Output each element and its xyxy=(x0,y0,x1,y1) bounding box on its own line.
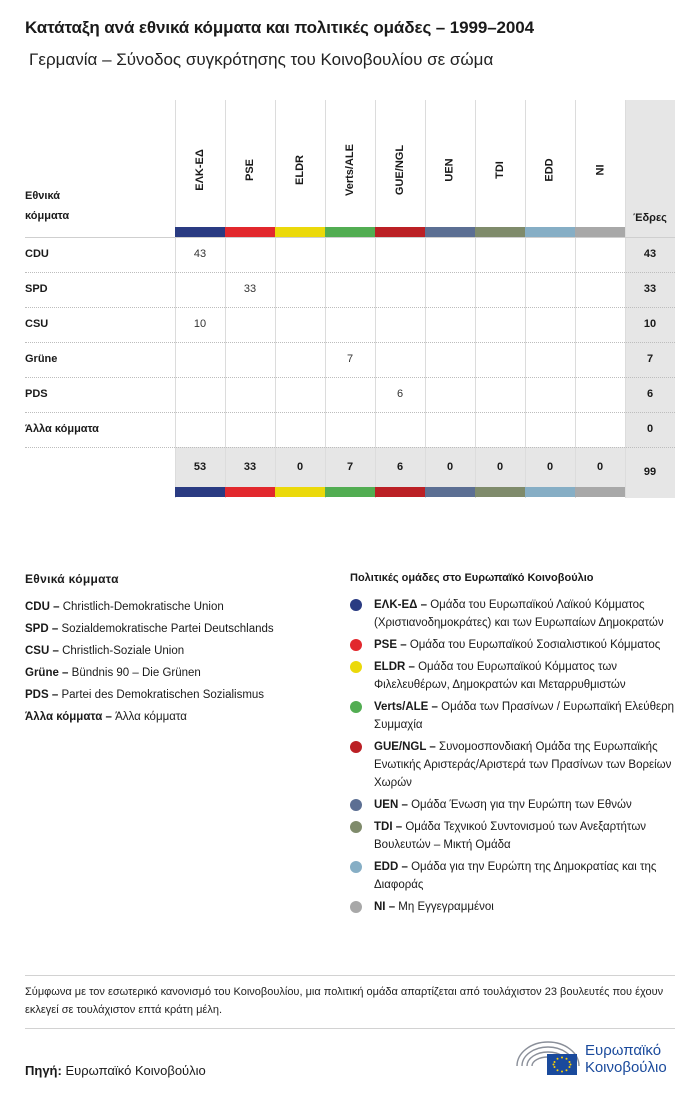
legend-abbr: PDS – xyxy=(25,689,62,701)
group-header xyxy=(325,120,375,220)
legend-abbr: PSE – xyxy=(374,639,410,651)
seat-value: 10 xyxy=(193,318,207,330)
political-group-legend-item xyxy=(350,636,680,654)
page-subtitle: Γερμανία – Σύνοδος συγκρότησης του Κοινοβουλίου σε σώμα xyxy=(29,50,494,69)
legend-name: Ομάδα του Ευρωπαϊκού Σοσιαλιστικού Κόμματος xyxy=(409,639,661,651)
group-color-bar xyxy=(375,227,425,237)
legend-name: Μη Εγγεγραμμένοι xyxy=(398,901,494,913)
group-color-bar xyxy=(425,487,475,497)
group-header-label: EDD xyxy=(543,158,556,182)
legend-name: Άλλα κόμματα xyxy=(115,711,187,723)
group-color-dot-icon xyxy=(350,821,362,833)
legend-name: Ομάδα για την Ευρώπη της Δημοκρατίας και της Διαφοράς xyxy=(374,861,657,891)
source-label: Πηγή: xyxy=(25,1063,62,1078)
group-color-bar xyxy=(575,487,625,497)
group-header-label: UEN xyxy=(443,158,456,182)
national-party-legend-item xyxy=(25,596,274,618)
group-color-bar xyxy=(225,227,275,237)
group-header-label: ΕΛΚ-ΕΔ xyxy=(194,149,206,191)
political-group-legend-item xyxy=(350,898,680,916)
legend-abbr: GUE/NGL – xyxy=(374,741,439,753)
seat-table xyxy=(25,100,675,500)
national-party-legend-item xyxy=(25,618,274,640)
legend-abbr: UEN – xyxy=(374,799,412,811)
party-label: Άλλα κόμματα xyxy=(25,423,99,435)
legend-name: Ομάδα Ένωση για την Ευρώπη των Εθνών xyxy=(411,799,632,811)
national-party-legend-item xyxy=(25,662,274,684)
political-group-legend-item xyxy=(350,818,680,854)
legend-name: Partei des Demokratischen Sozialismus xyxy=(61,689,265,701)
legend-abbr: Verts/ALE – xyxy=(374,701,442,713)
legend-name: Ομάδα του Ευρωπαϊκού Λαϊκού Κόμματος (Χριστιανοδημοκράτες) και των Ευρωπαίων Δημοκρατών xyxy=(374,599,664,629)
legend-name: Ομάδα Τεχνικού Συντονισμού των Ανεξαρτήτων Βουλευτών – Μικτή Ομάδα xyxy=(374,821,647,851)
group-total: 7 xyxy=(346,461,354,473)
party-seats-total: 33 xyxy=(643,283,657,295)
group-header xyxy=(275,120,325,220)
group-color-bar xyxy=(475,227,525,237)
group-color-dot-icon xyxy=(350,661,362,673)
group-header-label: NI xyxy=(594,164,606,176)
party-label: CDU xyxy=(25,248,49,260)
page-title: Κατάταξη ανά εθνικά κόμματα και πολιτικές ομάδες – 1999–2004 xyxy=(25,18,534,37)
party-label: PDS xyxy=(25,388,48,400)
group-total: 0 xyxy=(296,461,304,473)
group-total: 53 xyxy=(193,461,207,473)
legend-name: Ομάδα των Πρασίνων / Ευρωπαϊκή Ελεύθερη Συμμαχία xyxy=(374,701,675,731)
group-total: 0 xyxy=(546,461,554,473)
group-color-dot-icon xyxy=(350,701,362,713)
seat-value: 43 xyxy=(193,248,207,260)
group-header-label: Verts/ALE xyxy=(344,144,356,196)
legend-abbr: Άλλα κόμματα – xyxy=(25,711,116,723)
group-color-bar xyxy=(525,227,575,237)
seat-value: 7 xyxy=(346,353,354,365)
group-header xyxy=(225,120,275,220)
seats-header: Έδρες xyxy=(633,212,667,224)
political-group-legend-item xyxy=(350,596,680,632)
political-group-legend-item xyxy=(350,858,680,894)
party-seats-total: 10 xyxy=(643,318,657,330)
group-color-dot-icon xyxy=(350,799,362,811)
legend-abbr: ΕΛΚ-ΕΔ – xyxy=(374,599,431,611)
group-color-dot-icon xyxy=(350,901,362,913)
party-seats-total: 6 xyxy=(646,388,654,400)
party-label: SPD xyxy=(25,283,48,295)
national-parties-legend-title: Εθνικά κόμματα xyxy=(25,572,119,586)
legend-name: Christlich-Demokratische Union xyxy=(62,601,224,613)
note-divider-top xyxy=(25,975,675,976)
legend-abbr: NI – xyxy=(374,901,399,913)
parliament-hemicycle-icon xyxy=(513,1036,583,1080)
source xyxy=(25,1063,206,1078)
group-total: 0 xyxy=(596,461,604,473)
seat-value: 6 xyxy=(396,388,404,400)
group-header-label: TDI xyxy=(493,161,506,179)
national-party-legend-item xyxy=(25,706,274,728)
seat-value: 33 xyxy=(243,283,257,295)
group-color-bar xyxy=(275,227,325,237)
political-group-legend-item xyxy=(350,658,680,694)
logo-line-2: Κοινοβούλιο xyxy=(585,1059,667,1076)
legend-abbr: Grüne – xyxy=(25,667,72,679)
group-header xyxy=(475,120,525,220)
legend-name: Sozialdemokratische Partei Deutschlands xyxy=(61,623,274,635)
group-header xyxy=(175,120,225,220)
group-color-bar xyxy=(325,487,375,497)
legend-abbr: ELDR – xyxy=(374,661,419,673)
legend-abbr: SPD – xyxy=(25,623,62,635)
national-party-legend-item xyxy=(25,640,274,662)
group-total: 0 xyxy=(446,461,454,473)
group-total: 33 xyxy=(243,461,257,473)
logo-text xyxy=(585,1042,667,1076)
group-color-bar xyxy=(425,227,475,237)
group-color-bar xyxy=(175,487,225,497)
group-color-bar xyxy=(375,487,425,497)
row-header xyxy=(25,186,69,226)
group-header-label: ELDR xyxy=(293,155,306,185)
legend-name: Συνομοσπονδιακή Ομάδα της Ευρωπαϊκής Ενωτικής Αριστεράς/Αριστερά των Πρασίνων των Βορείων Χωρών xyxy=(374,741,672,789)
national-parties-legend xyxy=(25,596,274,728)
legend-name: Christlich-Soziale Union xyxy=(62,645,185,657)
political-group-legend-item xyxy=(350,796,680,814)
political-groups-legend xyxy=(350,596,680,920)
party-seats-total: 7 xyxy=(646,353,654,365)
group-header-label: PSE xyxy=(243,158,256,182)
group-color-bar xyxy=(525,487,575,497)
political-group-legend-item xyxy=(350,738,680,792)
row-header-line-1: Εθνικά xyxy=(25,190,60,202)
group-header xyxy=(425,120,475,220)
legend-abbr: TDI – xyxy=(374,821,406,833)
group-header xyxy=(375,120,425,220)
party-seats-total: 0 xyxy=(646,423,654,435)
group-color-dot-icon xyxy=(350,639,362,651)
group-color-bar xyxy=(225,487,275,497)
party-label: CSU xyxy=(25,318,49,330)
legend-name: Bündnis 90 – Die Grünen xyxy=(71,667,201,679)
group-total: 0 xyxy=(496,461,504,473)
group-header xyxy=(525,120,575,220)
legend-abbr: CDU – xyxy=(25,601,63,613)
political-groups-legend-title: Πολιτικές ομάδες στο Ευρωπαϊκό Κοινοβούλιο xyxy=(350,572,594,584)
legend-name: Ομάδα του Ευρωπαϊκού Κόμματος των Φιλελευθέρων, Δημοκρατών και Μεταρρυθμιστών xyxy=(374,661,626,691)
note-divider-bottom xyxy=(25,1028,675,1029)
group-color-bar xyxy=(175,227,225,237)
grand-total: 99 xyxy=(643,466,657,478)
group-color-dot-icon xyxy=(350,861,362,873)
party-label: Grüne xyxy=(25,353,58,365)
group-color-bar xyxy=(325,227,375,237)
legend-abbr: CSU – xyxy=(25,645,63,657)
group-color-bar xyxy=(475,487,525,497)
political-group-legend-item xyxy=(350,698,680,734)
group-header-label: GUE/NGL xyxy=(394,144,406,196)
group-color-bar xyxy=(275,487,325,497)
footnote: Σύμφωνα με τον εσωτερικό κανονισμό του Κοινοβουλίου, μια πολιτική ομάδα απαρτίζεται από τουλάχιστον 23 βουλευτές που έχουν εκλεγεί σε τουλάχιστον επτά κράτη μέλη. xyxy=(25,986,664,1016)
group-total: 6 xyxy=(396,461,404,473)
group-color-dot-icon xyxy=(350,741,362,753)
party-seats-total: 43 xyxy=(643,248,657,260)
legend-abbr: EDD – xyxy=(374,861,412,873)
group-color-dot-icon xyxy=(350,599,362,611)
logo-line-1: Ευρωπαϊκό xyxy=(585,1042,662,1059)
european-parliament-logo xyxy=(513,1036,678,1080)
group-color-bar xyxy=(575,227,625,237)
row-header-line-2: κόμματα xyxy=(25,210,70,222)
source-value: Ευρωπαϊκό Κοινοβούλιο xyxy=(65,1063,206,1078)
group-header xyxy=(575,120,625,220)
national-party-legend-item xyxy=(25,684,274,706)
